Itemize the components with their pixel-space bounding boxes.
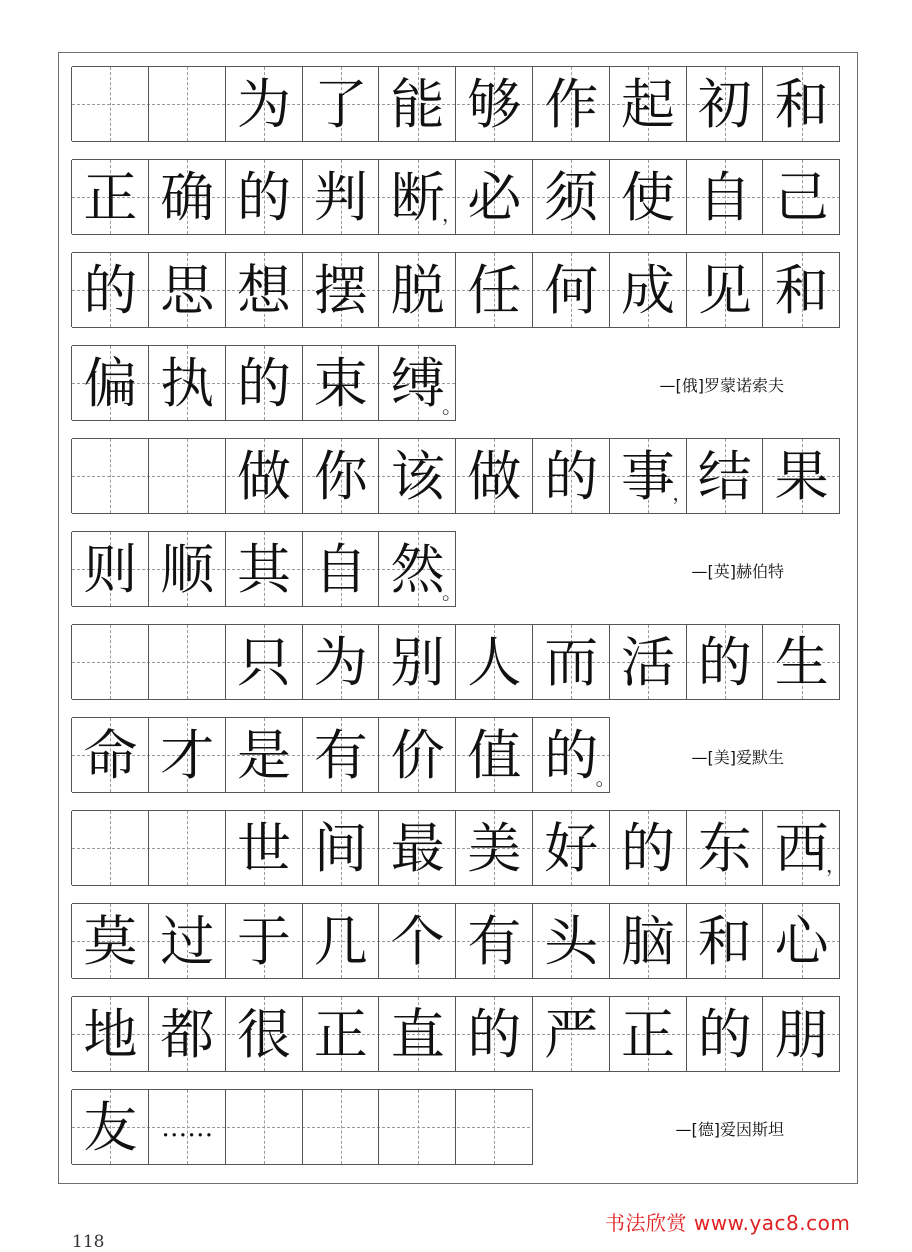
calligraphy-char: 束 (313, 352, 368, 415)
calligraphy-char: 值 (467, 724, 522, 787)
calligraphy-char: …… (161, 1113, 214, 1143)
calligraphy-char: 有 (467, 910, 522, 973)
calligraphy-char: 于 (236, 910, 291, 973)
calligraphy-char: 何 (544, 259, 599, 322)
calligraphy-char: 的 (544, 724, 599, 787)
calligraphy-char: 正 (313, 1003, 368, 1066)
calligraphy-char: 事 (620, 445, 675, 508)
calligraphy-char: 其 (236, 538, 291, 601)
calligraphy-char: 才 (160, 724, 215, 787)
calligraphy-char: 的 (544, 445, 599, 508)
grid-row (72, 531, 840, 607)
calligraphy-char: 只 (236, 631, 291, 694)
quote-attribution: —[俄]罗蒙诺索夫 (659, 375, 784, 395)
calligraphy-char (72, 625, 149, 701)
calligraphy-char: 执 (160, 352, 215, 415)
calligraphy-char: 过 (160, 910, 215, 973)
calligraphy-char: 判 (313, 166, 368, 229)
page-number: 118 (72, 1232, 105, 1252)
calligraphy-char: 然 (390, 538, 445, 601)
calligraphy-char: 脑 (620, 910, 675, 973)
calligraphy-char: 美 (467, 817, 522, 880)
calligraphy-char: 为 (313, 631, 368, 694)
calligraphy-char: 能 (390, 73, 445, 136)
punctuation-mark: 。 (442, 394, 462, 418)
calligraphy-char: 和 (697, 910, 752, 973)
grid-row (72, 252, 840, 328)
calligraphy-char (72, 811, 149, 887)
calligraphy-char: 任 (467, 259, 522, 322)
calligraphy-char (149, 625, 226, 701)
calligraphy-char: 几 (313, 910, 368, 973)
calligraphy-char: 和 (774, 259, 829, 322)
calligraphy-char: 人 (467, 631, 522, 694)
calligraphy-char: 的 (467, 1003, 522, 1066)
calligraphy-char (226, 1090, 303, 1166)
calligraphy-char: 做 (236, 445, 291, 508)
grid-row (72, 345, 840, 421)
calligraphy-char: 见 (697, 259, 752, 322)
grid-row (72, 66, 840, 142)
calligraphy-char: 须 (544, 166, 599, 229)
calligraphy-char: 很 (236, 1003, 291, 1066)
calligraphy-char: 的 (697, 631, 752, 694)
calligraphy-char: 己 (774, 166, 829, 229)
quote-attribution: —[德]爱因斯坦 (675, 1119, 784, 1139)
calligraphy-char: 命 (83, 724, 138, 787)
calligraphy-char: 的 (83, 259, 138, 322)
calligraphy-char: 是 (236, 724, 291, 787)
punctuation-mark: 。 (595, 766, 616, 790)
calligraphy-char: 成 (620, 259, 675, 322)
calligraphy-char: 别 (390, 631, 445, 694)
calligraphy-char: 为 (236, 73, 291, 136)
calligraphy-char: 个 (390, 910, 445, 973)
punctuation-mark: ， (826, 853, 846, 877)
calligraphy-char: 想 (236, 259, 291, 322)
calligraphy-char: 该 (390, 445, 445, 508)
calligraphy-char: 有 (313, 724, 368, 787)
grid-row (72, 438, 840, 514)
calligraphy-char: 思 (160, 259, 215, 322)
calligraphy-char: 必 (467, 166, 522, 229)
calligraphy-char: 了 (313, 73, 368, 136)
calligraphy-char: 作 (544, 73, 599, 136)
calligraphy-char: 结 (697, 445, 752, 508)
calligraphy-char: 都 (160, 1003, 215, 1066)
calligraphy-char (72, 439, 149, 515)
calligraphy-char: 起 (620, 73, 675, 136)
calligraphy-char (149, 811, 226, 887)
grid-row (72, 996, 840, 1072)
calligraphy-char: 够 (467, 73, 522, 136)
calligraphy-char: 偏 (83, 352, 138, 415)
grid-row (72, 717, 840, 793)
calligraphy-char: 你 (313, 445, 368, 508)
calligraphy-char: 的 (236, 352, 291, 415)
calligraphy-char: 缚 (390, 352, 445, 415)
calligraphy-char: 顺 (160, 538, 215, 601)
calligraphy-char: 自 (313, 538, 368, 601)
calligraphy-char: 正 (620, 1003, 675, 1066)
calligraphy-char: 正 (83, 166, 138, 229)
calligraphy-char (149, 67, 226, 143)
calligraphy-char: 世 (236, 817, 291, 880)
calligraphy-char: 好 (544, 817, 599, 880)
calligraphy-char: 做 (467, 445, 522, 508)
punctuation-mark: ， (672, 481, 693, 505)
calligraphy-char (149, 439, 226, 515)
calligraphy-char: 头 (544, 910, 599, 973)
calligraphy-char: 西 (774, 817, 829, 880)
grid-row (72, 624, 840, 700)
grid-row (72, 1089, 840, 1165)
calligraphy-char: 朋 (774, 1003, 829, 1066)
calligraphy-char: 使 (620, 166, 675, 229)
calligraphy-char: 断 (390, 166, 445, 229)
grid-row (72, 159, 840, 235)
calligraphy-char: 生 (774, 631, 829, 694)
calligraphy-char: 严 (544, 1003, 599, 1066)
quote-attribution: —[美]爱默生 (691, 747, 784, 767)
calligraphy-char: 摆 (313, 259, 368, 322)
calligraphy-char: 脱 (390, 259, 445, 322)
calligraphy-char (302, 1090, 379, 1166)
calligraphy-char: 东 (697, 817, 752, 880)
punctuation-mark: ， (442, 202, 462, 226)
calligraphy-char: 直 (390, 1003, 445, 1066)
calligraphy-char: 间 (313, 817, 368, 880)
calligraphy-char: 友 (83, 1096, 138, 1159)
calligraphy-char (72, 67, 149, 143)
calligraphy-char: 确 (160, 166, 215, 229)
calligraphy-char: 而 (544, 631, 599, 694)
calligraphy-char: 和 (774, 73, 829, 136)
calligraphy-char: 活 (620, 631, 675, 694)
calligraphy-char: 的 (697, 1003, 752, 1066)
calligraphy-char: 莫 (83, 910, 138, 973)
calligraphy-char: 的 (236, 166, 291, 229)
calligraphy-char: 最 (390, 817, 445, 880)
calligraphy-char: 心 (774, 910, 829, 973)
quote-attribution: —[英]赫伯特 (691, 561, 784, 581)
grid-row (72, 903, 840, 979)
calligraphy-char: 地 (83, 1003, 138, 1066)
calligraphy-char: 则 (83, 538, 138, 601)
calligraphy-char (379, 1090, 456, 1166)
calligraphy-char: 初 (697, 73, 752, 136)
grid-row (72, 810, 846, 886)
calligraphy-char: 的 (620, 817, 675, 880)
site-watermark: 书法欣赏 www.yac8.com (605, 1211, 851, 1235)
calligraphy-char: 价 (390, 724, 445, 787)
calligraphy-char: 自 (697, 166, 752, 229)
punctuation-mark: 。 (442, 580, 462, 604)
calligraphy-char: 果 (774, 445, 829, 508)
calligraphy-char (456, 1090, 533, 1166)
